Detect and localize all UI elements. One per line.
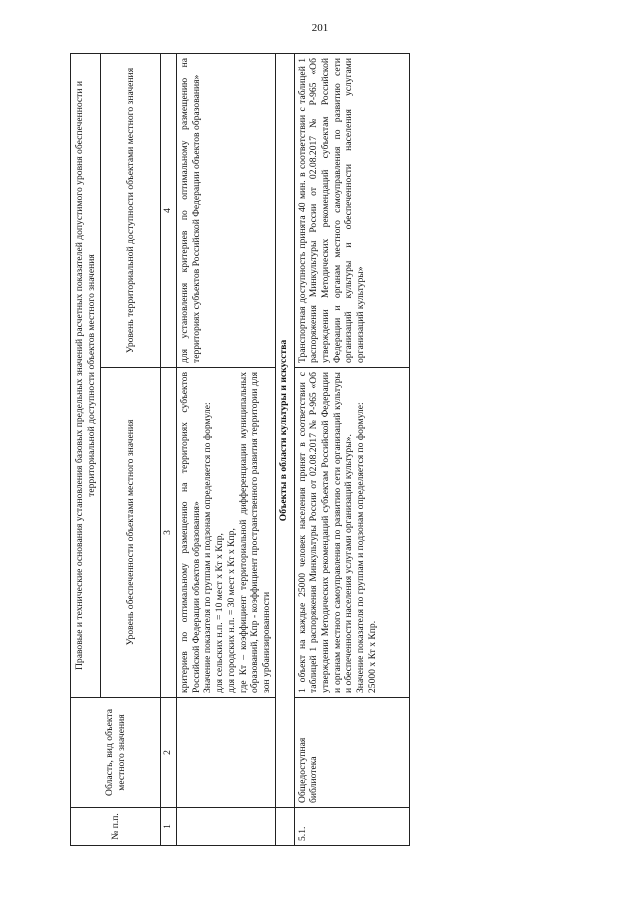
header-access: Уровень территориальной доступности объектами местного значения — [101, 54, 161, 368]
cont-provision-line: для сельских н.п. = 10 мест х Кт х Кпр, — [214, 533, 226, 693]
row-num: 5.1. — [294, 808, 409, 846]
header-group: Правовые и технические основания установления базовых предельных значений расчетных показателей допустимого уровня обеспеченности и территориальной доступности объектов местного значения — [71, 54, 101, 698]
header-area: Область, вид объекта местного значения — [71, 698, 161, 808]
col-number-4: 4 — [161, 54, 177, 368]
rotated-table-page — [70, 54, 410, 846]
cont-access-cell: для установления критериев по оптимальному размещению на территориях субъектов Российской Федерации объектов образования» — [177, 54, 276, 368]
col-number-2: 2 — [161, 698, 177, 808]
regulation-table — [70, 53, 410, 846]
header-num: № п.п. — [71, 808, 161, 846]
cont-provision-line: для городских н.п. = 30 мест х Кт х Кпр, — [225, 528, 237, 693]
page-number: 201 — [311, 22, 329, 34]
row-provision-line: Значение показателя по группам и подзонам определяется по формуле: — [355, 402, 367, 693]
row-provision-line: 1 объект на каждые 25000 человек населения принят в соответствии с таблицей 1 распоряжения Минкультуры России от 02.08.2017 № Р-965 «Об утверждении Методических рекомендаций субъектам Российской Федерации и органам местного самоуправления по развитию сети организаций культуры и обеспеченности населения услугами организаций культуры». — [296, 372, 355, 693]
cont-provision-cell — [177, 368, 276, 698]
row-area: Общедоступная библиотека — [294, 698, 409, 808]
cont-area-cell — [177, 698, 276, 808]
cont-num-cell — [177, 808, 276, 846]
row-provision-line: 25000 х Кт х Кпр. — [366, 620, 378, 693]
col-number-1: 1 — [161, 808, 177, 846]
header-provision: Уровень обеспеченности объектами местного значения — [101, 368, 161, 698]
row-access-cell: Транспортная доступность принята 40 мин. в соответствии с таблицей 1 распоряжения Минкультуры России от 02.08.2017 № Р-965 «Об утверждении Методических рекомендаций субъектам Российской Федерации и органам местного самоуправления по развитию сети организаций культуры и обеспеченности населения услугами организаций культуры» — [294, 54, 409, 368]
cont-provision-line: критериев по оптимальному размещению на территориях субъектов Российской Федерации объектов образования» — [179, 372, 202, 693]
cont-provision-line: Значение показателя по группам и подзонам определяется по формуле: — [202, 402, 214, 693]
col-number-3: 3 — [161, 368, 177, 698]
section-title: Объекты в области культуры и искусства — [275, 54, 294, 808]
section-num-cell — [275, 808, 294, 846]
cont-provision-line: где Кт – коэффициент территориальной дифференциации муниципальных образований, Кпр - коэффициент пространственного развития территории для зон урбанизированности — [237, 372, 272, 693]
row-provision-cell — [294, 368, 409, 698]
